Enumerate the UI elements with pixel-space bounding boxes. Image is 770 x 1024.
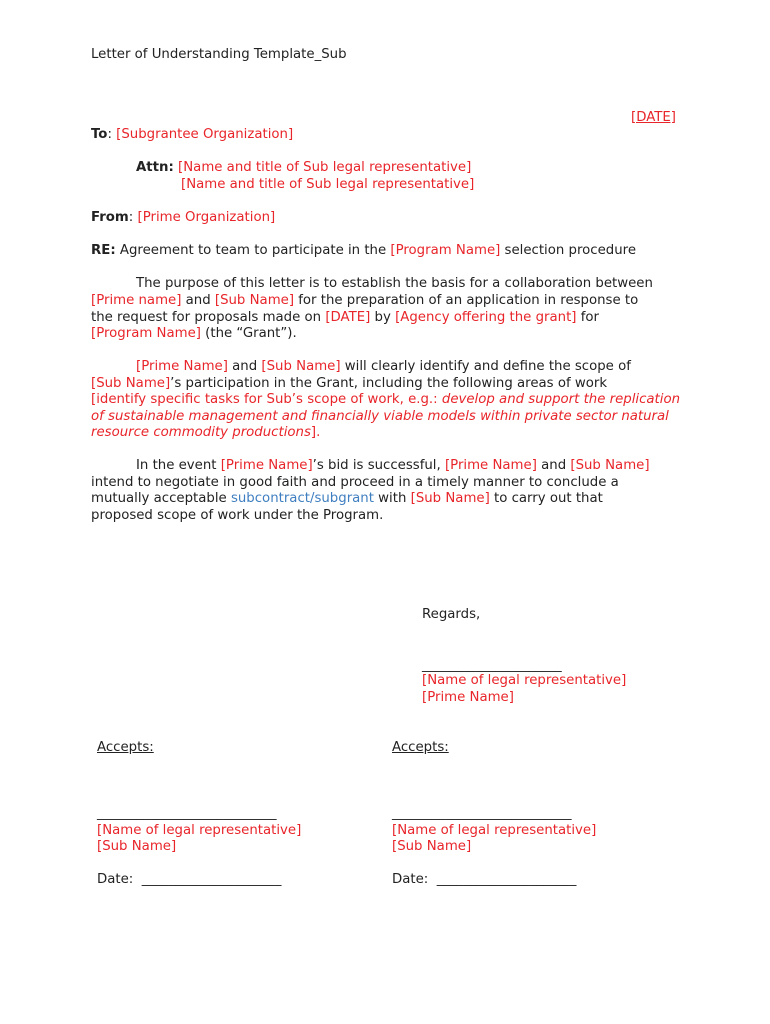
p1-date: [DATE] bbox=[325, 310, 371, 325]
p1-line-2 bbox=[91, 293, 638, 310]
p3-prime: [Prime Name] bbox=[220, 458, 313, 473]
p3-text-2: ’s bid is successful, bbox=[312, 458, 445, 473]
p3-text-7: to carry out that bbox=[489, 491, 603, 506]
to-line bbox=[91, 127, 293, 144]
p2-sub-2: [Sub Name] bbox=[91, 376, 171, 391]
p3-text-3: and bbox=[536, 458, 571, 473]
p2-red-2: ]. bbox=[310, 425, 321, 441]
date-label-left: Date: bbox=[97, 872, 134, 887]
from-line bbox=[91, 210, 275, 227]
sub-name-right: [Sub Name] bbox=[392, 839, 472, 854]
accepts-label-right: Accepts: bbox=[392, 740, 449, 755]
p1-text-4: the request for proposals made on bbox=[91, 310, 326, 325]
date-line-left bbox=[97, 872, 281, 889]
p2-prime: [Prime Name] bbox=[136, 359, 228, 374]
accepts-label-left: Accepts: bbox=[97, 740, 154, 755]
regards-text: Regards, bbox=[422, 607, 481, 622]
p1-text-6: for bbox=[576, 310, 599, 325]
p1-sub: [Sub Name] bbox=[214, 293, 295, 308]
p2-tasks bbox=[91, 392, 681, 442]
date-placeholder: [DATE] bbox=[631, 110, 676, 125]
p3-text-6: with bbox=[373, 491, 411, 506]
sub-name-left: [Sub Name] bbox=[97, 839, 177, 854]
p3-text-5: mutually acceptable bbox=[91, 491, 231, 506]
sub-rep-name-left: [Name of legal representative] bbox=[97, 823, 302, 838]
prime-rep-name: [Name of legal representative] bbox=[422, 673, 627, 688]
attn-value-2: [Name and title of Sub legal representative] bbox=[181, 177, 475, 192]
p3-line-3 bbox=[91, 491, 603, 508]
p1-text-7: (the “Grant”). bbox=[200, 326, 297, 341]
document-header: Letter of Understanding Template_Sub bbox=[91, 47, 347, 62]
p3-text-1: In the event bbox=[136, 458, 221, 473]
p3-line-1 bbox=[136, 458, 650, 475]
p2-line-1 bbox=[136, 359, 631, 376]
p3-sub: [Sub Name] bbox=[570, 458, 650, 473]
re-label: RE: bbox=[91, 243, 116, 258]
attn-line bbox=[136, 160, 471, 177]
to-value: [Subgrantee Organization] bbox=[116, 127, 294, 142]
p3-line-4: proposed scope of work under the Program. bbox=[91, 508, 384, 523]
p2-italic-example: develop and support the replication of sustainable management and financially viable models within private sector natural resource commodity productions bbox=[91, 392, 681, 441]
p2-text-3: ’s participation in the Grant, including the following areas of work bbox=[170, 376, 608, 391]
prime-name: [Prime Name] bbox=[422, 690, 514, 705]
sub-signature-line-right: ___________________________ bbox=[392, 806, 572, 821]
p1-line-1: The purpose of this letter is to establish the basis for a collaboration between bbox=[136, 276, 653, 291]
date-blank-right: _____________________ bbox=[436, 872, 577, 887]
from-label: From bbox=[91, 210, 129, 225]
prime-signature-line: _____________________ bbox=[422, 658, 562, 673]
re-program: [Program Name] bbox=[390, 243, 501, 258]
attn-value-1: [Name and title of Sub legal representative] bbox=[178, 160, 472, 175]
attn-label: Attn: bbox=[136, 160, 174, 175]
sub-signature-line-left: ___________________________ bbox=[97, 806, 277, 821]
p3-sub-2: [Sub Name] bbox=[410, 491, 490, 506]
p3-line-2: intend to negotiate in good faith and proceed in a timely manner to conclude a bbox=[91, 475, 619, 490]
date-line-right bbox=[392, 872, 576, 889]
p1-text-2: and bbox=[181, 293, 215, 308]
p3-prime-2: [Prime Name] bbox=[444, 458, 537, 473]
p2-text-1: and bbox=[227, 359, 262, 374]
p2-line-2 bbox=[91, 376, 607, 393]
p1-text-3: for the preparation of an application in response to bbox=[294, 293, 639, 308]
p1-agency: [Agency offering the grant] bbox=[395, 310, 577, 325]
re-line bbox=[91, 243, 636, 260]
p2-sub: [Sub Name] bbox=[261, 359, 341, 374]
p1-prime: [Prime name] bbox=[91, 293, 182, 308]
re-text-2: selection procedure bbox=[500, 243, 637, 258]
to-label: To bbox=[91, 127, 108, 142]
p1-line-4 bbox=[91, 326, 297, 343]
date-label-right: Date: bbox=[392, 872, 429, 887]
from-value: [Prime Organization] bbox=[137, 210, 276, 225]
sub-rep-name-right: [Name of legal representative] bbox=[392, 823, 597, 838]
p1-line-3 bbox=[91, 310, 599, 327]
re-text-1: Agreement to team to participate in the bbox=[115, 243, 391, 258]
date-blank-left: _____________________ bbox=[141, 872, 282, 887]
subcontract-link[interactable]: subcontract/subgrant bbox=[230, 491, 374, 506]
p2-text-2: will clearly identify and define the scope of bbox=[340, 359, 631, 374]
from-separator: : bbox=[128, 210, 138, 225]
p2-red-1: [identify specific tasks for Sub’s scope of work, e.g.: bbox=[91, 392, 442, 407]
p1-text-5: by bbox=[370, 310, 396, 325]
p1-program: [Program Name] bbox=[91, 326, 201, 341]
to-separator: : bbox=[107, 127, 117, 142]
